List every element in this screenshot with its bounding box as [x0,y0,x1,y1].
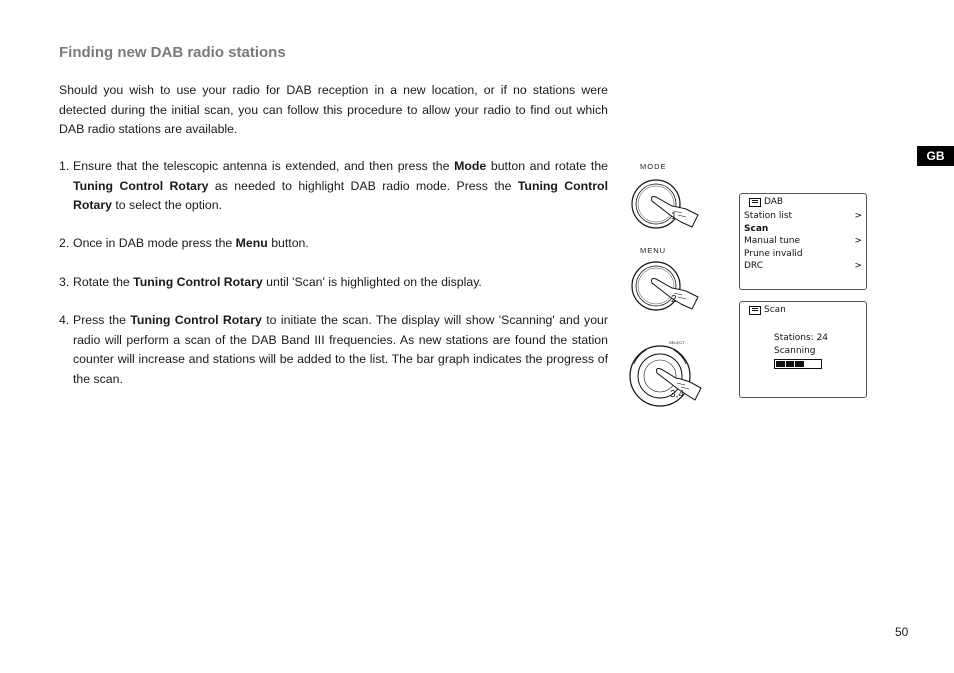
callout-3-4: 3,4 [670,389,684,400]
step-2 [59,234,608,254]
select-label: SELECT [669,340,685,345]
mode-label: MODE [640,162,667,171]
list-icon [749,306,761,315]
step-text: Rotate the Tuning Control Rotary until 'Scan' is highlighted on the display. [73,275,482,289]
language-tab: GB [917,146,954,166]
step-number: 4. [59,313,70,327]
menu-item-manual-tune: Manual tune > [744,236,862,246]
step-text: Ensure that the telescopic antenna is extended, and then press the Mode button and rotate the Tuning Control Rotary as needed to highlight DAB radio mode. Press the Tuning Control Rotary to select the option. [73,159,608,212]
callout-1: 1 [671,211,677,222]
page-number: 50 [895,625,909,639]
mode-knob-illustration [626,175,706,247]
menu-knob-illustration [626,258,706,330]
step-text: Once in DAB mode press the Menu button. [73,236,309,250]
chevron-right-icon: > [854,261,862,271]
step-1 [59,157,608,216]
menu-item-scan: Scan [744,224,769,234]
menu-item-station-list: Station list > [744,211,862,221]
scan-status: Scanning [774,346,816,356]
scan-display [739,301,867,398]
step-text: Press the Tuning Control Rotary to initiate the scan. The display will show 'Scanning' and your radio will perform a scan of the DAB Band III frequencies. As new stations are found the station counter will increase and stations will be added to the list. The bar graph indicates the progress of the scan. [73,313,608,386]
menu-label: MENU [640,246,667,255]
step-number: 2. [59,236,70,250]
chevron-right-icon: > [854,236,862,246]
step-number: 1. [59,159,70,173]
tuning-rotary-illustration [624,338,708,418]
callout-2: 2 [671,294,677,305]
intro-paragraph: Should you wish to use your radio for DAB reception in a new location, or if no stations were detected during the initial scan, you can follow this procedure to allow your radio to find out which DAB radio stations are available. [59,83,608,136]
display-title: DAB [764,197,784,207]
chevron-right-icon: > [854,211,862,221]
list-icon [749,198,761,207]
step-3 [59,273,608,293]
step-4 [59,311,608,389]
stations-count: Stations: 24 [774,333,829,343]
menu-item-prune-invalid: Prune invalid [744,249,803,259]
menu-item-drc: DRC > [744,261,862,271]
dab-menu-display [739,193,867,290]
scan-progress-bar [774,359,822,369]
step-number: 3. [59,275,70,289]
page-title: Finding new DAB radio stations [59,44,286,61]
display-header [749,197,783,207]
scan-progress-fill [776,361,804,367]
display-header [749,305,786,315]
display-title: Scan [764,305,786,315]
